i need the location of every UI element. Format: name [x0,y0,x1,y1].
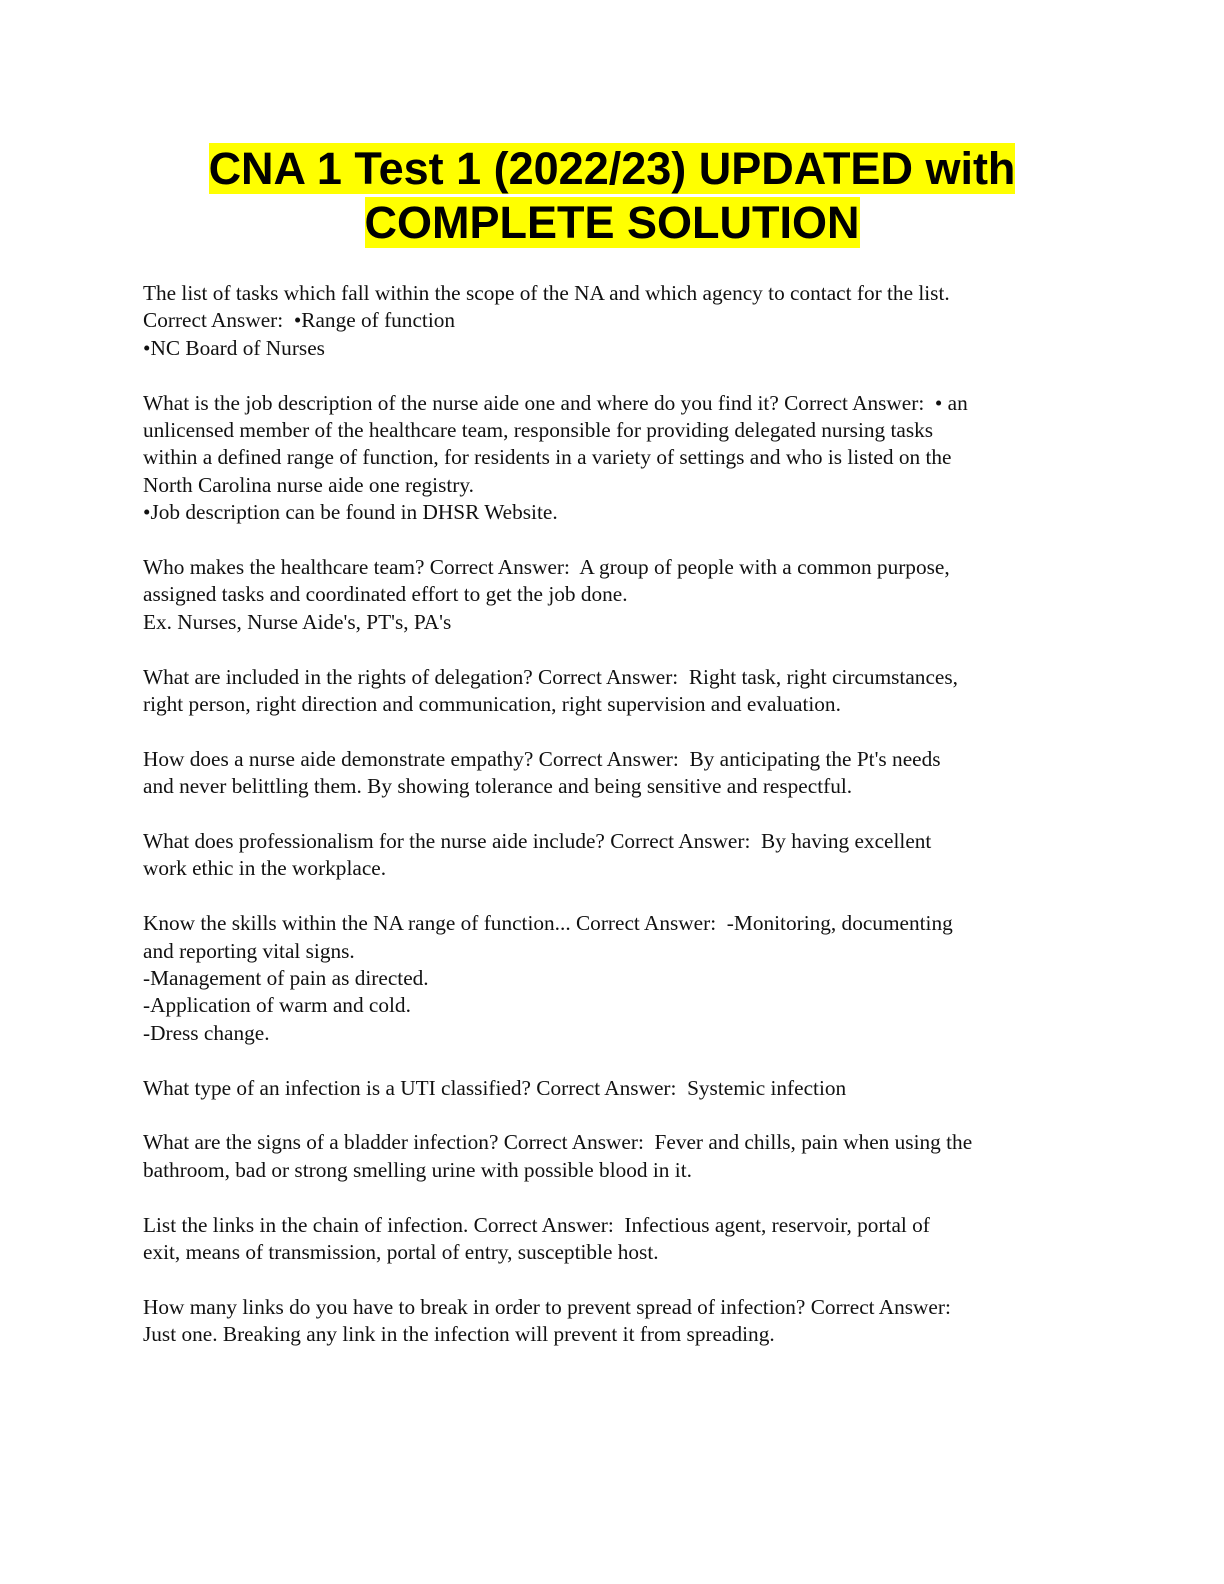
qa-item [143,1212,1083,1267]
qa-text-line: Just one. Breaking any link in the infection will prevent it from spreading. [143,1322,775,1347]
qa-text-line: -Dress change. [143,1020,270,1045]
qa-text-line: Know the skills within the NA range of function... Correct Answer: -Monitoring, documenting [143,911,953,936]
qa-text-line: within a defined range of function, for residents in a variety of settings and who is listed on the [143,445,952,470]
qa-text-line: right person, right direction and communication, right supervision and evaluation. [143,692,841,717]
qa-text-line: •Job description can be found in DHSR Website. [143,500,558,525]
qa-item [143,746,1083,801]
document-title [0,142,1224,250]
qa-text-line: Who makes the healthcare team? Correct Answer: A group of people with a common purpose, [143,555,950,580]
qa-item [143,280,1083,362]
qa-text-line: -Application of warm and cold. [143,993,411,1018]
qa-text-line: •NC Board of Nurses [143,335,325,360]
qa-list [143,280,1083,1376]
qa-text-line: Ex. Nurses, Nurse Aide's, PT's, PA's [143,609,452,634]
qa-text-line: -Management of pain as directed. [143,966,429,991]
qa-item [143,828,1083,883]
qa-text-line: exit, means of transmission, portal of entry, susceptible host. [143,1240,659,1265]
qa-text-line: What does professionalism for the nurse aide include? Correct Answer: By having excellent [143,829,932,854]
qa-text-line: What type of an infection is a UTI classified? Correct Answer: Systemic infection [143,1075,847,1100]
qa-item [143,1075,1083,1102]
qa-text-line: Correct Answer: •Range of function [143,308,456,333]
qa-item [143,1129,1083,1184]
qa-text-line: How many links do you have to break in order to prevent spread of infection? Correct Answer: [143,1294,951,1319]
qa-text-line: The list of tasks which fall within the scope of the NA and which agency to contact for the list. [143,281,950,305]
qa-text-line: unlicensed member of the healthcare team, responsible for providing delegated nursing tasks [143,418,934,443]
qa-text-line: work ethic in the workplace. [143,856,387,881]
title-line-1: CNA 1 Test 1 (2022/23) UPDATED with [208,143,1016,194]
qa-item [143,910,1083,1047]
qa-text-line: What is the job description of the nurse aide one and where do you find it? Correct Answer: • an [143,390,968,415]
qa-text-line: and reporting vital signs. [143,938,355,963]
qa-text-line: assigned tasks and coordinated effort to get the job done. [143,582,628,607]
title-line-2: COMPLETE SOLUTION [364,197,860,248]
qa-text-line: What are the signs of a bladder infection? Correct Answer: Fever and chills, pain when using the [143,1130,973,1155]
qa-text-line: bathroom, bad or strong smelling urine with possible blood in it. [143,1157,692,1182]
qa-text-line: North Carolina nurse aide one registry. [143,472,474,497]
qa-text-line: List the links in the chain of infection. Correct Answer: Infectious agent, reservoir, portal of [143,1212,930,1237]
qa-item [143,664,1083,719]
qa-item [143,554,1083,636]
qa-text-line: and never belittling them. By showing tolerance and being sensitive and respectful. [143,774,853,799]
qa-text-line: What are included in the rights of delegation? Correct Answer: Right task, right circumstances, [143,664,958,689]
qa-text-line: How does a nurse aide demonstrate empathy? Correct Answer: By anticipating the Pt's needs [143,746,941,771]
qa-item [143,1294,1083,1349]
qa-item [143,390,1083,527]
